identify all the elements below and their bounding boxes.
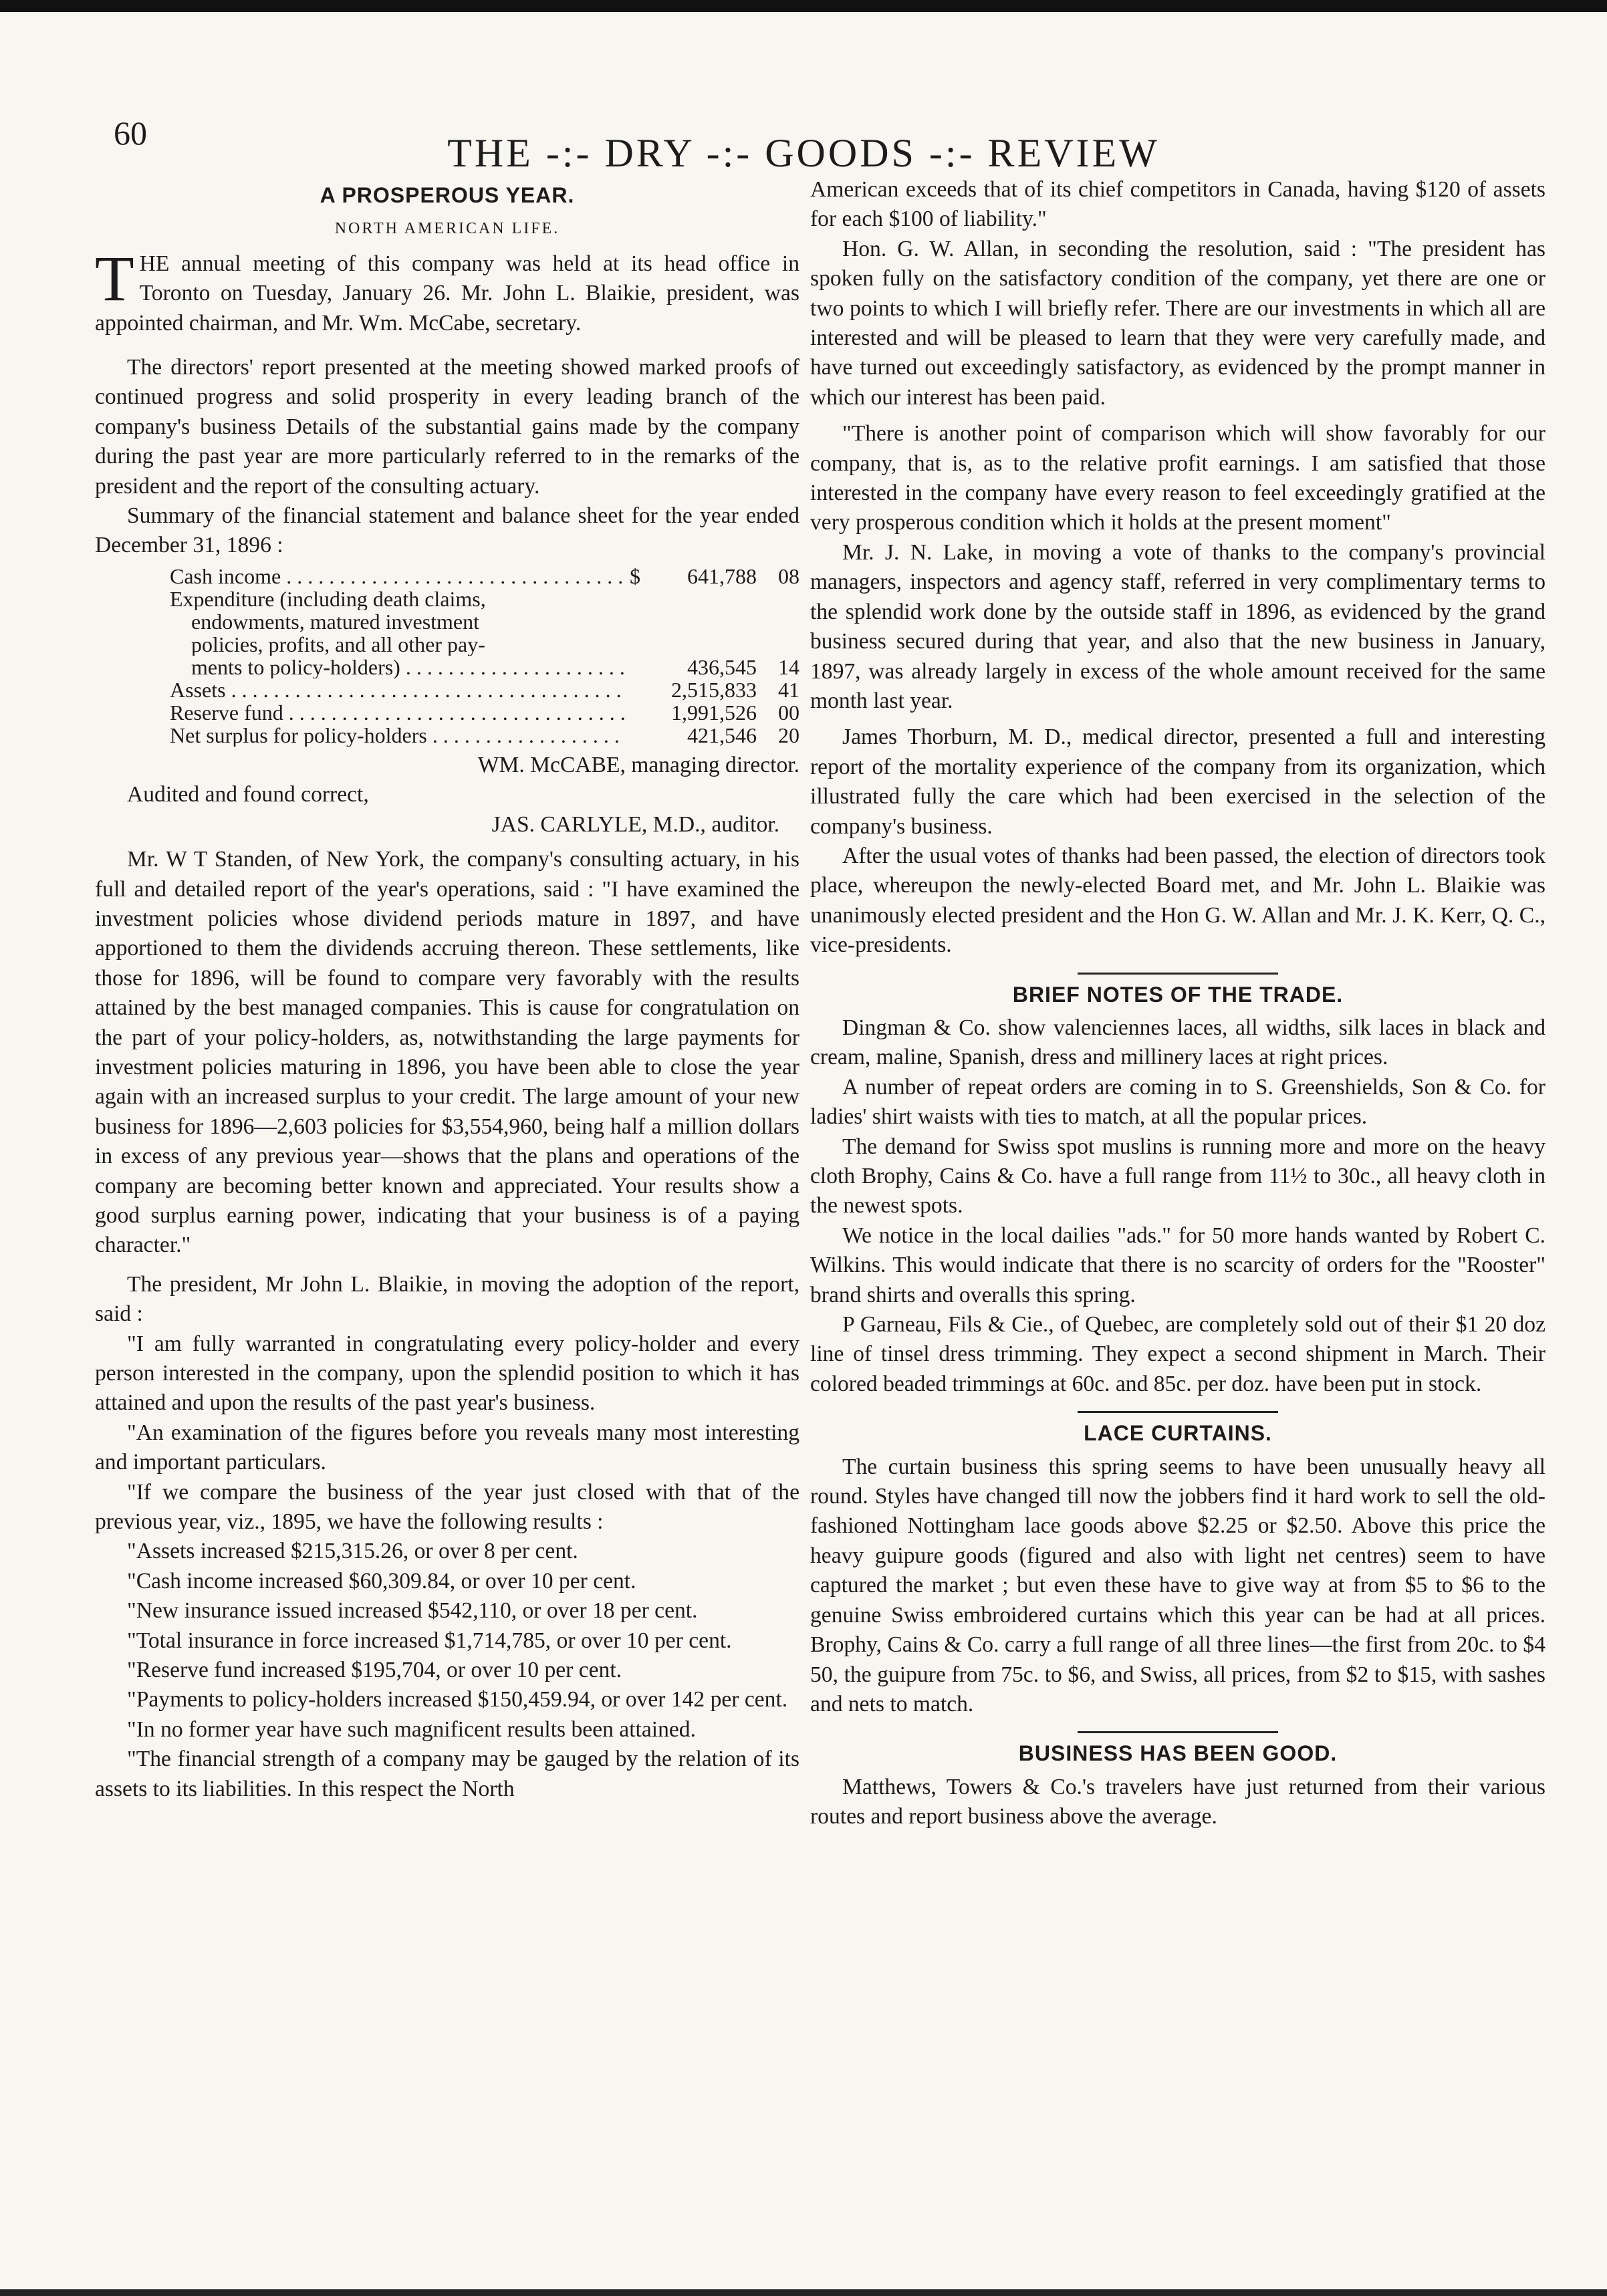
paragraph: American exceeds that of its chief competitors in Canada, having $120 of assets for each $100 of liability." [810,177,1546,232]
drop-cap: T [95,242,134,314]
paragraph: Matthews, Towers & Co.'s travelers have just returned from their various routes and report business above the average. [810,1774,1546,1829]
paragraph: P Garneau, Fils & Cie., of Quebec, are completely sold out of their $1 20 doz line of tinsel dress trimming. They expect a second shipment in March. Their colored beaded trimmings at 60c. and 85c. per doz. have been put in stock. [810,1312,1546,1396]
statement-symbol [626,678,640,701]
statement-amount: 2,515,833 [671,677,757,702]
paragraph: "Total insurance in force increased $1,714,785, or over 10 per cent. [127,1628,732,1653]
statement-cents: 08 [778,563,799,588]
statement-amount: 421,546 [687,723,757,747]
right-column [810,175,1546,1832]
paragraph: Summary of the financial statement and balance sheet for the year ended December 31, 1896 : [95,503,799,558]
statement-label: ments to policy-holders) . . . [191,656,626,678]
section-heading: BUSINESS HAS BEEN GOOD. [1018,1741,1338,1766]
top-scan-border [0,0,1607,12]
signature-auditor: JAS. CARLYLE, M.D., auditor. [491,811,779,837]
masthead: THE -:- DRY -:- GOODS -:- REVIEW [447,131,1160,175]
paragraph: "There is another point of comparison which will show favorably for our company, that is, as to the relative profit earnings. I am satisfied that those interested in the company have every reason to feel exceedingly gratified at the very prosperous condition which it holds at the present moment" [810,421,1546,535]
statement-row [170,610,799,633]
section-rule [1078,1731,1278,1733]
statement-cents: 20 [778,723,799,747]
article-subheading: NORTH AMERICAN LIFE. [334,220,560,238]
audited-line: Audited and found correct, [127,782,369,807]
statement-amount: 1,991,526 [671,700,757,725]
left-column [95,175,799,1804]
paragraph: We notice in the local dailies "ads." for 50 more hands wanted by Robert C. Wilkins. This would indicate that there is no scarcity of orders for the "Rooster" brand shirts and overalls this spring. [810,1223,1546,1307]
statement-label: endowments, matured investment [191,610,480,633]
paragraph: "The financial strength of a company may be gauged by the relation of its assets to its liabilities. In this respect the North [95,1747,799,1801]
statement-row [170,701,799,724]
paragraph: "If we compare the business of the year just closed with that of the previous year, viz., 1895, we have the following results : [95,1479,799,1535]
paragraph: "I am fully warranted in congratulating every policy-holder and every person interested in the company, upon the splendid position to which it has attained and upon the results of the past year's business. [95,1331,799,1416]
statement-label: Cash income . . . [170,565,626,588]
paragraph: Mr. W T Standen, of New York, the company's consulting actuary, in his full and detailed report of the year's operations, said : "I have examined the investment policies whose dividend periods mature in 1897, and have apportioned to them the dividends accruing thereon. These settlements, like those for 1896, will be found to compare very favorably with the results attained by the best managed companies. This is cause for congratulation on the part of your policy-holders, as, notwithstanding the large payments for investment policies maturing in 1896, you have been able to close the year again with an increased surplus to your credit. The large amount of your new business for 1896—2,603 policies for $3,554,960, being half a million dollars in excess of any previous year—shows that the plans and operations of the company are becoming better known and appreciated. Your results show a good surplus earning power, indicating that your business is of a paying character." [95,847,799,1258]
statement-symbol [626,656,640,678]
paragraph: After the usual votes of thanks had been passed, the election of directors took place, whereupon the newly-elected Board met, and Mr. John L. Blaikie was unanimously elected president and the Hon G. W. Allan and Mr. J. K. Kerr, Q. C., vice-presidents. [810,843,1546,958]
statement-row [170,656,799,678]
section-rule [1078,973,1278,975]
paragraph: Hon. G. W. Allan, in seconding the resolution, said : "The president has spoken fully on the satisfactory condition of the company, yet there are one or two points to which I will briefly refer. There are our investments in which all are interested and will be pleased to learn that they were very carefully made, and have turned out exceedingly satisfactory, as evidenced by the prompt manner in which our interest has been paid. [810,236,1546,410]
statement-label: Net surplus for policy-holders . . . [170,724,626,747]
paragraph: James Thorburn, M. D., medical director, presented a full and interesting report of the mortality experience of the company from its organization, which illustrated fully the care which had been exercised in the selection of the company's business. [810,725,1546,839]
section-rule [1078,1411,1278,1413]
paragraph: "In no former year have such magnificent results been attained. [127,1716,696,1742]
statement-label: Expenditure (including death claims, [170,587,486,610]
statement-amount: 436,545 [687,654,757,679]
statement-row [170,565,799,588]
paragraph: Mr. J. N. Lake, in moving a vote of thanks to the company's provincial managers, inspectors and agency staff, referred in very complimentary terms to the splendid work done by the outside staff in 1896, as evidenced by the grand business secured during that year, and also that the new business in January, 1897, was already largely in excess of the whole amount received for the same month last year. [810,539,1546,713]
paragraph-text: HE annual meeting of this company was held at its head office in Toronto on Tuesday, January 26. Mr. John L. Blaikie, president, was appointed chairman, and Mr. Wm. McCabe, secretary. [95,251,799,336]
paragraph: "Cash income increased $60,309.84, or over 10 per cent. [127,1568,636,1593]
paragraph: "Reserve fund increased $195,704, or over 10 per cent. [127,1658,622,1683]
paragraph: The directors' report presented at the meeting showed marked proofs of continued progress and solid prosperity in every leading branch of the company's business Details of the substantial gains made by the company during the past year are more particularly referred to in the remarks of the president and the report of the consulting actuary. [95,355,799,499]
paragraph: "An examination of the figures before you reveals many most interesting and important particulars. [95,1420,799,1475]
paragraph [95,242,799,338]
statement-row [170,633,799,656]
paragraph: Dingman & Co. show valenciennes laces, all widths, silk laces in black and cream, maline, Spanish, dress and millinery laces at right prices. [810,1015,1546,1070]
article-heading: A PROSPEROUS YEAR. [320,183,575,207]
signature-managing-director: WM. McCABE, managing director. [477,752,799,777]
paragraph: The demand for Swiss spot muslins is running more and more on the heavy cloth Brophy, Cains & Co. have a full range from 11½ to 30c., all heavy cloth in the newest spots. [810,1134,1546,1219]
paragraph: The president, Mr John L. Blaikie, in moving the adoption of the report, said : [95,1271,799,1327]
paragraph: A number of repeat orders are coming in to S. Greenshields, Son & Co. for ladies' shirt waists with ties to match, at all the popular prices. [810,1074,1546,1130]
statement-symbol [626,701,640,724]
statement-symbol: $ [630,563,640,588]
statement-label: Assets . . . [170,678,626,701]
statement-cents: 41 [778,677,799,702]
paragraph: The curtain business this spring seems to have been unusually heavy all round. Styles have changed till now the jobbers find it hard work to sell the old-fashioned Nottingham lace goods above $2.25 or $2.50. Above this price the heavy guipure goods (figured and also with light net centres) seem to have captured the market ; but even these have to give way at from $5 to $6 to the genuine Swiss embroidered curtains which this year can be had at all prices. Brophy, Cains & Co. carry a full range of all three lines—the first from 20c. to $4 50, the guipure from 75c. to $6, and Swiss, all prices, from $2 to $15, with sashes and nets to match. [810,1454,1546,1716]
statement-row [170,678,799,701]
statement-row [170,724,799,747]
statement-cents: 14 [778,654,799,679]
statement-cents: 00 [778,700,799,725]
section-heading: BRIEF NOTES OF THE TRADE. [1012,982,1344,1007]
section-heading: LACE CURTAINS. [1084,1421,1272,1446]
statement-amount: 641,788 [687,563,757,588]
statement-label: Reserve fund . . . [170,701,626,724]
paragraph: "New insurance issued increased $542,110, or over 18 per cent. [127,1598,698,1624]
paragraph: "Payments to policy-holders increased $150,459.94, or over 142 per cent. [127,1687,788,1712]
page-number: 60 [114,114,147,152]
financial-statement [170,565,799,747]
statement-symbol [626,724,640,747]
statement-row [170,588,799,610]
statement-label: policies, profits, and all other pay- [191,632,485,656]
bottom-scan-border [0,2289,1607,2296]
paragraph: "Assets increased $215,315.26, or over 8 per cent. [127,1539,578,1564]
